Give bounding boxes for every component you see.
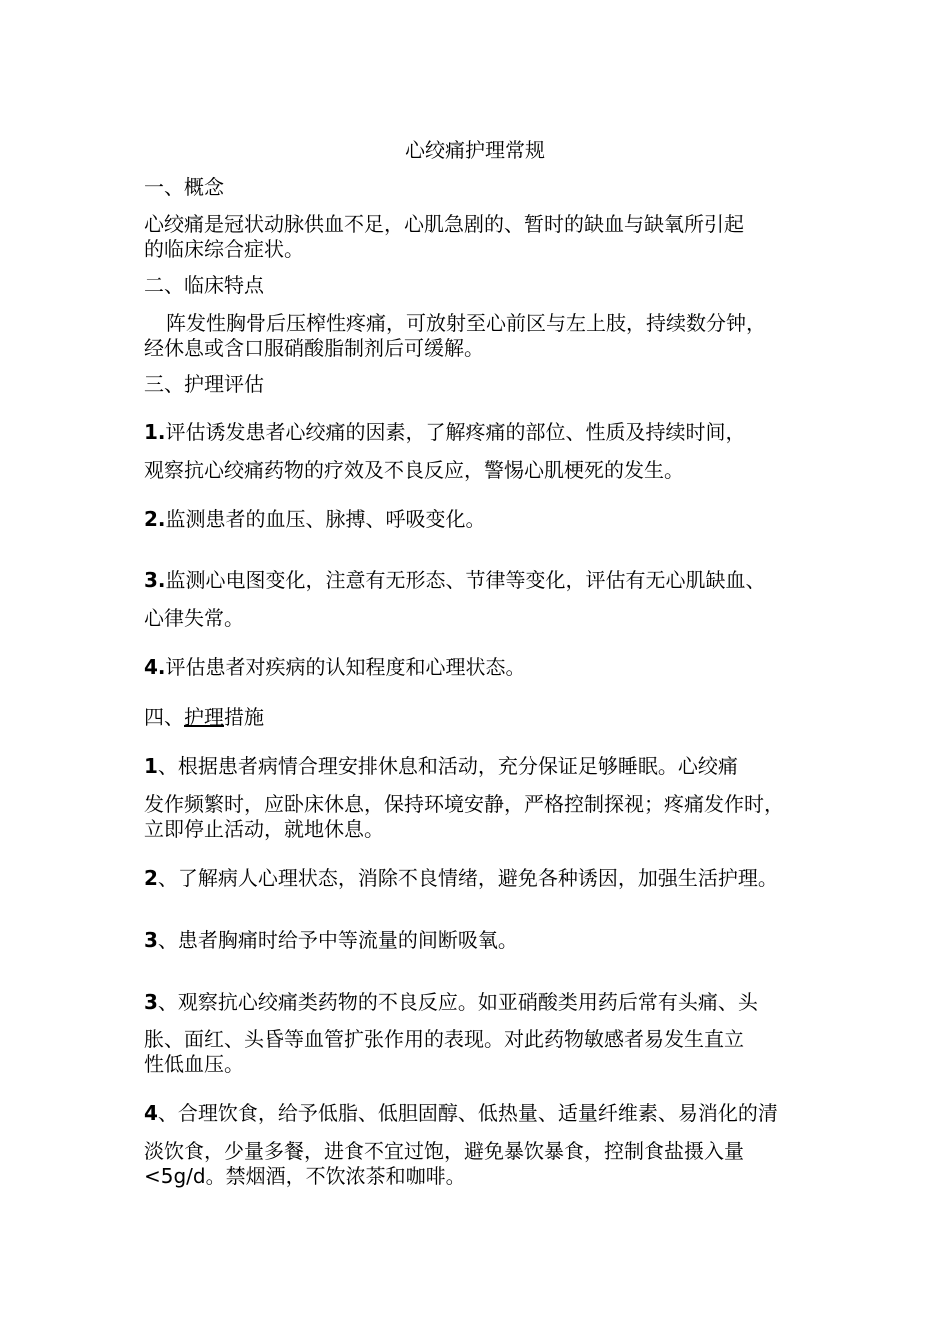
- item-number: 3: [144, 928, 158, 952]
- item-text: 评估诱发患者心绞痛的因素，了解疼痛的部位、性质及持续时间，: [165, 420, 746, 444]
- heading-prefix: 四、: [144, 705, 184, 729]
- measure-item-1-line-2: 发作频繁时，应卧床休息，保持环境安静，严格控制探视；疼痛发作时，: [144, 792, 784, 816]
- assessment-item-3-line-1: [144, 568, 824, 592]
- assessment-item-3-line-2: 心律失常。: [144, 606, 244, 630]
- measure-item-4-line-3: 性低血压。: [144, 1052, 244, 1076]
- item-text: 、观察抗心绞痛类药物的不良反应。如亚硝酸类用药后常有头痛、头: [157, 990, 758, 1014]
- page-title: 心绞痛护理常规: [405, 138, 545, 162]
- measure-item-3-line-1: [144, 928, 824, 952]
- assessment-item-1-line-2: 观察抗心绞痛药物的疗效及不良反应，警惕心肌梗死的发生。: [144, 458, 684, 482]
- assessment-item-4-line-1: [144, 655, 824, 679]
- item-text: 、患者胸痛时给予中等流量的间断吸氧。: [157, 928, 518, 952]
- item-number: 2.: [144, 507, 166, 531]
- item-text: 评估患者对疾病的认知程度和心理状态。: [165, 655, 526, 679]
- item-number: 1: [144, 754, 158, 778]
- section-heading-clinical: 二、临床特点: [144, 273, 264, 297]
- measure-item-5-line-2: 淡饮食，少量多餐，进食不宜过饱，避免暴饮暴食，控制食盐摄入量: [144, 1139, 744, 1163]
- concept-text-line-1: 心绞痛是冠状动脉供血不足，心肌急剧的、暂时的缺血与缺氧所引起: [144, 212, 744, 236]
- item-number: 1.: [144, 420, 166, 444]
- section-heading-measures: [144, 705, 824, 729]
- item-number: 3.: [144, 568, 166, 592]
- heading-suffix: 措施: [224, 705, 264, 729]
- item-text: 、根据患者病情合理安排休息和活动，充分保证足够睡眠。心绞痛: [157, 754, 738, 778]
- clinical-text-line-1: 阵发性胸骨后压榨性疼痛，可放射至心前区与左上肢，持续数分钟，: [166, 311, 766, 335]
- item-text: 、合理饮食，给予低脂、低胆固醇、低热量、适量纤维素、易消化的清: [157, 1101, 778, 1125]
- item-number: 2: [144, 866, 158, 890]
- measure-item-5-line-3: <5g/d。禁烟酒，不饮浓茶和咖啡。: [144, 1164, 466, 1188]
- measure-item-4-line-2: 胀、面红、头昏等血管扩张作用的表现。对此药物敏感者易发生直立: [144, 1027, 744, 1051]
- measure-item-4-line-1: [144, 990, 824, 1014]
- measure-item-5-line-1: [144, 1101, 824, 1125]
- section-heading-assessment: 三、护理评估: [144, 372, 264, 396]
- measure-item-1-line-3: 立即停止活动，就地休息。: [144, 817, 384, 841]
- assessment-item-2-line-1: [144, 507, 824, 531]
- concept-text-line-2: 的临床综合症状。: [144, 237, 304, 261]
- measure-item-1-line-1: [144, 754, 824, 778]
- assessment-item-1-line-1: [144, 420, 824, 444]
- item-text: 、了解病人心理状态，消除不良情绪，避免各种诱因，加强生活护理。: [157, 866, 778, 890]
- item-text: 监测心电图变化，注意有无形态、节律等变化，评估有无心肌缺血、: [165, 568, 766, 592]
- item-number: 4.: [144, 655, 166, 679]
- item-number: 4: [144, 1101, 158, 1125]
- item-text: 监测患者的血压、脉搏、呼吸变化。: [165, 507, 486, 531]
- measure-item-2-line-1: [144, 866, 824, 890]
- item-number: 3: [144, 990, 158, 1014]
- clinical-text-line-2: 经休息或含口服硝酸脂制剂后可缓解。: [144, 336, 484, 360]
- section-heading-concept: 一、概念: [144, 175, 224, 199]
- heading-underlined: 护理: [184, 705, 224, 729]
